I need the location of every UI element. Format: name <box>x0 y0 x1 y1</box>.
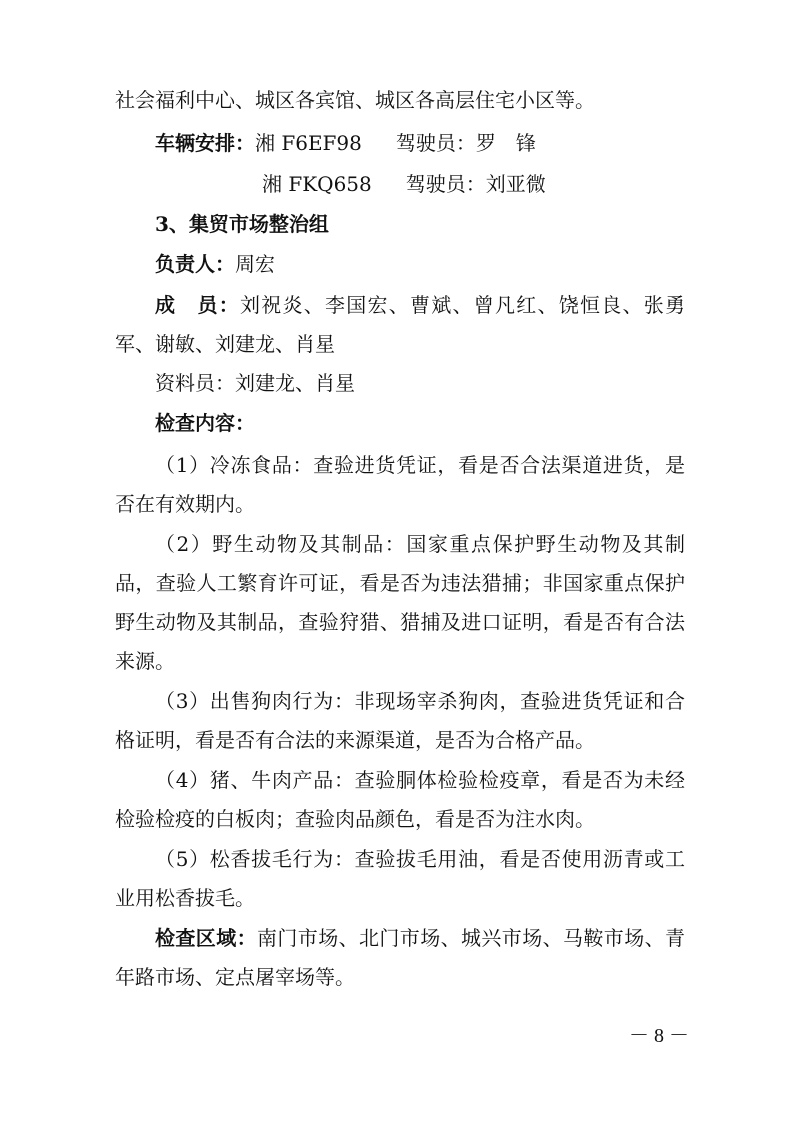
driver-label: 驾驶员： <box>395 131 476 155</box>
group3-title: 3、集贸市场整治组 <box>155 212 329 236</box>
members-paragraph <box>115 286 685 364</box>
driver-name: 刘亚微 <box>485 172 546 196</box>
vehicles-label: 车辆安排： <box>155 131 255 155</box>
driver-name: 罗 锋 <box>475 131 536 155</box>
vehicle-plate: 湘 FKQ658 <box>262 172 372 196</box>
members-label: 成 员： <box>155 293 240 317</box>
records-list: 刘建龙、肖星 <box>235 371 355 395</box>
vehicle-row-1 <box>155 129 536 157</box>
leader-name: 周宏 <box>235 252 275 276</box>
vehicle-plate: 湘 F6EF98 <box>255 131 362 155</box>
driver-label: 驾驶员： <box>405 172 486 196</box>
leader-label: 负责人： <box>155 252 235 276</box>
area-list: 南门市场、北门市场、城兴市场、马鞍市场、青年路市场、定点屠宰场等。 <box>115 926 685 989</box>
leader-line <box>155 250 275 278</box>
page-number: － 8 － <box>629 1025 689 1047</box>
content-item-3: （3）出售狗肉行为：非现场宰杀狗肉，查验进货凭证和合格证明，看是否有合法的来源渠道，是否为合格产品。 <box>115 689 685 752</box>
content-label: 检查内容： <box>155 411 255 435</box>
area-label: 检查区域： <box>155 926 257 950</box>
records-line <box>155 369 355 397</box>
intro-tail: 社会福利中心、城区各宾馆、城区各高层住宅小区等。 <box>115 88 595 112</box>
content-item-2: （2）野生动物及其制品：国家重点保护野生动物及其制品，查验人工繁育许可证，看是否为违法猎捕；非国家重点保护野生动物及其制品，查验狩猎、猎捕及进口证明，看是否有合法来源。 <box>115 532 685 673</box>
area-paragraph <box>115 919 685 997</box>
records-label: 资料员： <box>155 371 235 395</box>
content-item-5: （5）松香拔毛行为：查验拔毛用油，看是否使用沥青或工业用松香拔毛。 <box>115 847 685 910</box>
members-list: 刘祝炎、李国宏、曹斌、曾凡红、饶恒良、张勇军、谢敏、刘建龙、肖星 <box>115 293 685 356</box>
content-item-1: （1）冷冻食品：查验进货凭证，看是否合法渠道进货，是否在有效期内。 <box>115 453 685 516</box>
vehicle-row-2 <box>262 170 546 198</box>
content-item-4: （4）猪、牛肉产品：查验胴体检验检疫章，看是否为未经检验检疫的白板肉；查验肉品颜色，看是否为注水肉。 <box>115 768 685 831</box>
